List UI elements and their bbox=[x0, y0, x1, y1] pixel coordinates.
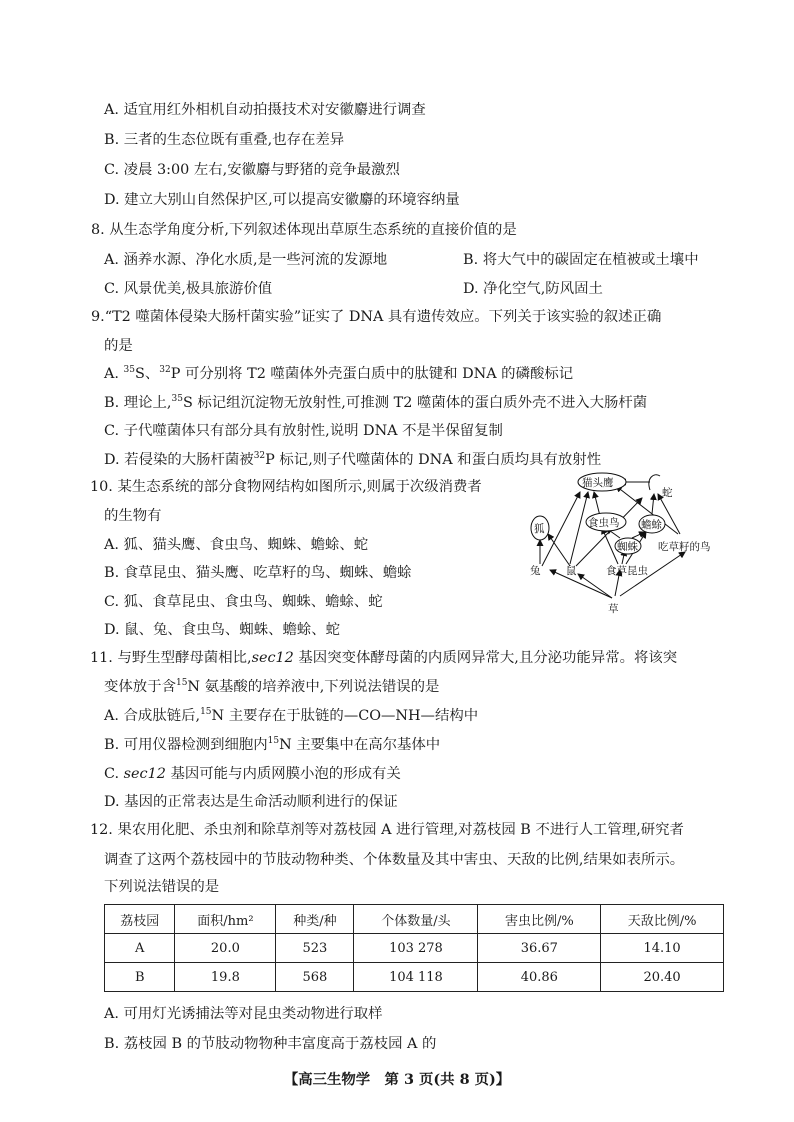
q12-option-a: A. 可用灯光诱捕法等对昆虫类动物进行取样 bbox=[104, 1006, 383, 1022]
table-header-cell: 害虫比例/% bbox=[478, 905, 601, 934]
q9-option-c: C. 子代噬菌体只有部分具有放射性,说明 DNA 不是半保留复制 bbox=[104, 423, 503, 439]
arrow-grass-mouse bbox=[578, 574, 612, 598]
q9-option-d: D. 若侵染的大肠杆菌被$^{32}$P 标记,则子代噬菌体的 DNA 和蛋白质均具有放射性 bbox=[104, 451, 602, 468]
label-mouse: 鼠 bbox=[566, 565, 577, 577]
table-header-cell: 天敌比例/% bbox=[601, 905, 724, 934]
table-cell: 20.40 bbox=[601, 963, 724, 992]
q12-option-b: B. 荔枝园 B 的节肢动物物种丰富度高于荔枝园 A 的 bbox=[104, 1036, 437, 1052]
label-owl: 猫头鹰 bbox=[582, 477, 614, 489]
q8-stem: 8. 从生态学角度分析,下列叙述体现出草原生态系统的直接价值的是 bbox=[91, 222, 517, 238]
arrow-toad-snake bbox=[652, 494, 654, 514]
table-cell: 40.86 bbox=[478, 963, 601, 992]
q7-option-a: A. 适宜用红外相机自动拍摄技术对安徽麝进行调查 bbox=[104, 102, 426, 118]
q9-stem-line1: 9.“T2 噬菌体侵染大肠杆菌实验”证实了 DNA 具有遗传效应。下列关于该实验的叙述正确 bbox=[91, 309, 662, 325]
node-snake-outline bbox=[649, 475, 660, 490]
q9-stem-line2: 的是 bbox=[104, 338, 133, 354]
q10-stem-line2: 的生物有 bbox=[104, 508, 162, 524]
label-grass: 草 bbox=[608, 603, 619, 615]
label-herb-insect: 食草昆虫 bbox=[606, 565, 648, 577]
label-rabbit: 兔 bbox=[530, 565, 541, 577]
q11-option-c: C. sec12 基因可能与内质网膜小泡的形成有关 bbox=[104, 766, 401, 782]
q10-stem-line1: 10. 某生态系统的部分食物网结构如图所示,则属于次级消费者 bbox=[90, 479, 482, 495]
label-seed-bird: 吃草籽的鸟 bbox=[658, 541, 711, 553]
arrow-insect-bird-owl bbox=[594, 492, 600, 516]
q7-option-b: B. 三者的生态位既有重叠,也存在差异 bbox=[104, 132, 345, 148]
label-insect-bird: 食虫鸟 bbox=[588, 517, 620, 529]
q9-option-b: B. 理论上,$^{35}$S 标记组沉淀物无放射性,可推测 T2 噬菌体的蛋白质外壳不进入大肠杆菌 bbox=[104, 394, 648, 411]
q8-option-b: B. 将大气中的碳固定在植被或土壤中 bbox=[463, 252, 699, 268]
q10-option-d: D. 鼠、兔、食虫鸟、蜘蛛、蟾蜍、蛇 bbox=[104, 622, 341, 638]
q12-data-table bbox=[104, 904, 724, 992]
q10-option-c: C. 狐、食草昆虫、食虫鸟、蜘蛛、蟾蜍、蛇 bbox=[104, 594, 383, 610]
table-cell: 19.8 bbox=[175, 963, 276, 992]
arrow-mouse-fox bbox=[548, 534, 570, 566]
table-cell: 14.10 bbox=[601, 934, 724, 963]
table-cell: A bbox=[105, 934, 175, 963]
q7-option-d: D. 建立大别山自然保护区,可以提高安徽麝的环境容纳量 bbox=[104, 192, 460, 208]
q10-option-a: A. 狐、猫头鹰、食虫鸟、蜘蛛、蟾蜍、蛇 bbox=[104, 537, 369, 553]
arrow-mouse-snake bbox=[576, 498, 642, 566]
q11-option-b: B. 可用仪器检测到细胞内$^{15}$N 主要集中在高尔基体中 bbox=[104, 736, 441, 753]
q11-stem-line1: 11. 与野生型酵母菌相比,sec12 基因突变体酵母菌的内质网异常大,且分泌功能异常。将该突 bbox=[90, 650, 678, 666]
q7-option-c: C. 凌晨 3:00 左右,安徽麝与野猪的竞争最激烈 bbox=[104, 162, 400, 178]
q9-option-a: A. $^{35}$S、$^{32}$P 可分别将 T2 噬菌体外壳蛋白质中的肽键和 DNA 的磷酸标记 bbox=[104, 365, 574, 382]
table-header-row bbox=[105, 905, 724, 934]
q11-option-d: D. 基因的正常表达是生命活动顺利进行的保证 bbox=[104, 794, 398, 810]
table-header-cell: 面积/hm² bbox=[175, 905, 276, 934]
label-toad: 蟾蜍 bbox=[641, 519, 662, 531]
q10-option-b: B. 食草昆虫、猫头鹰、吃草籽的鸟、蜘蛛、蟾蜍 bbox=[104, 565, 412, 581]
q8-option-a: A. 涵养水源、净化水质,是一些河流的发源地 bbox=[104, 252, 388, 268]
table-cell: 20.0 bbox=[175, 934, 276, 963]
table-cell: 103 278 bbox=[354, 934, 478, 963]
q8-option-c: C. 风景优美,极具旅游价值 bbox=[104, 281, 273, 297]
q12-stem-line2: 调查了这两个荔枝园中的节肢动物种类、个体数量及其中害虫、天敌的比例,结果如表所示。 bbox=[104, 852, 685, 868]
table-header-cell: 荔枝园 bbox=[105, 905, 175, 934]
label-snake: 蛇 bbox=[662, 487, 673, 499]
label-spider: 蜘蛛 bbox=[617, 541, 638, 553]
q12-stem-line1: 12. 果农用化肥、杀虫剂和除草剂等对荔枝园 A 进行管理,对荔枝园 B 不进行人工管理,研究者 bbox=[90, 822, 684, 838]
q11-option-a: A. 合成肽链后,$^{15}$N 主要存在于肽链的—CO—NH—结构中 bbox=[104, 707, 479, 724]
table-cell: 104 118 bbox=[354, 963, 478, 992]
food-web-diagram bbox=[520, 470, 760, 620]
q11-stem-line2: 变体放于含$^{15}$N 氨基酸的培养液中,下列说法错误的是 bbox=[104, 678, 440, 695]
q8-option-d: D. 净化空气,防风固土 bbox=[463, 281, 603, 297]
arrow-mouse-owl bbox=[570, 492, 588, 564]
table-row bbox=[105, 963, 724, 992]
page-footer: 【高三生物学 第 3 页(共 8 页)】 bbox=[283, 1071, 511, 1088]
arrow-grass-rabbit bbox=[550, 570, 612, 598]
table-header-cell: 种类/种 bbox=[276, 905, 354, 934]
table-header-cell: 个体数量/头 bbox=[354, 905, 478, 934]
table-cell: 36.67 bbox=[478, 934, 601, 963]
label-fox: 狐 bbox=[534, 523, 545, 535]
table-cell: 568 bbox=[276, 963, 354, 992]
table-row bbox=[105, 934, 724, 963]
food-web-arrows bbox=[540, 482, 685, 598]
table-cell: B bbox=[105, 963, 175, 992]
q12-stem-line3: 下列说法错误的是 bbox=[104, 879, 220, 895]
table-cell: 523 bbox=[276, 934, 354, 963]
